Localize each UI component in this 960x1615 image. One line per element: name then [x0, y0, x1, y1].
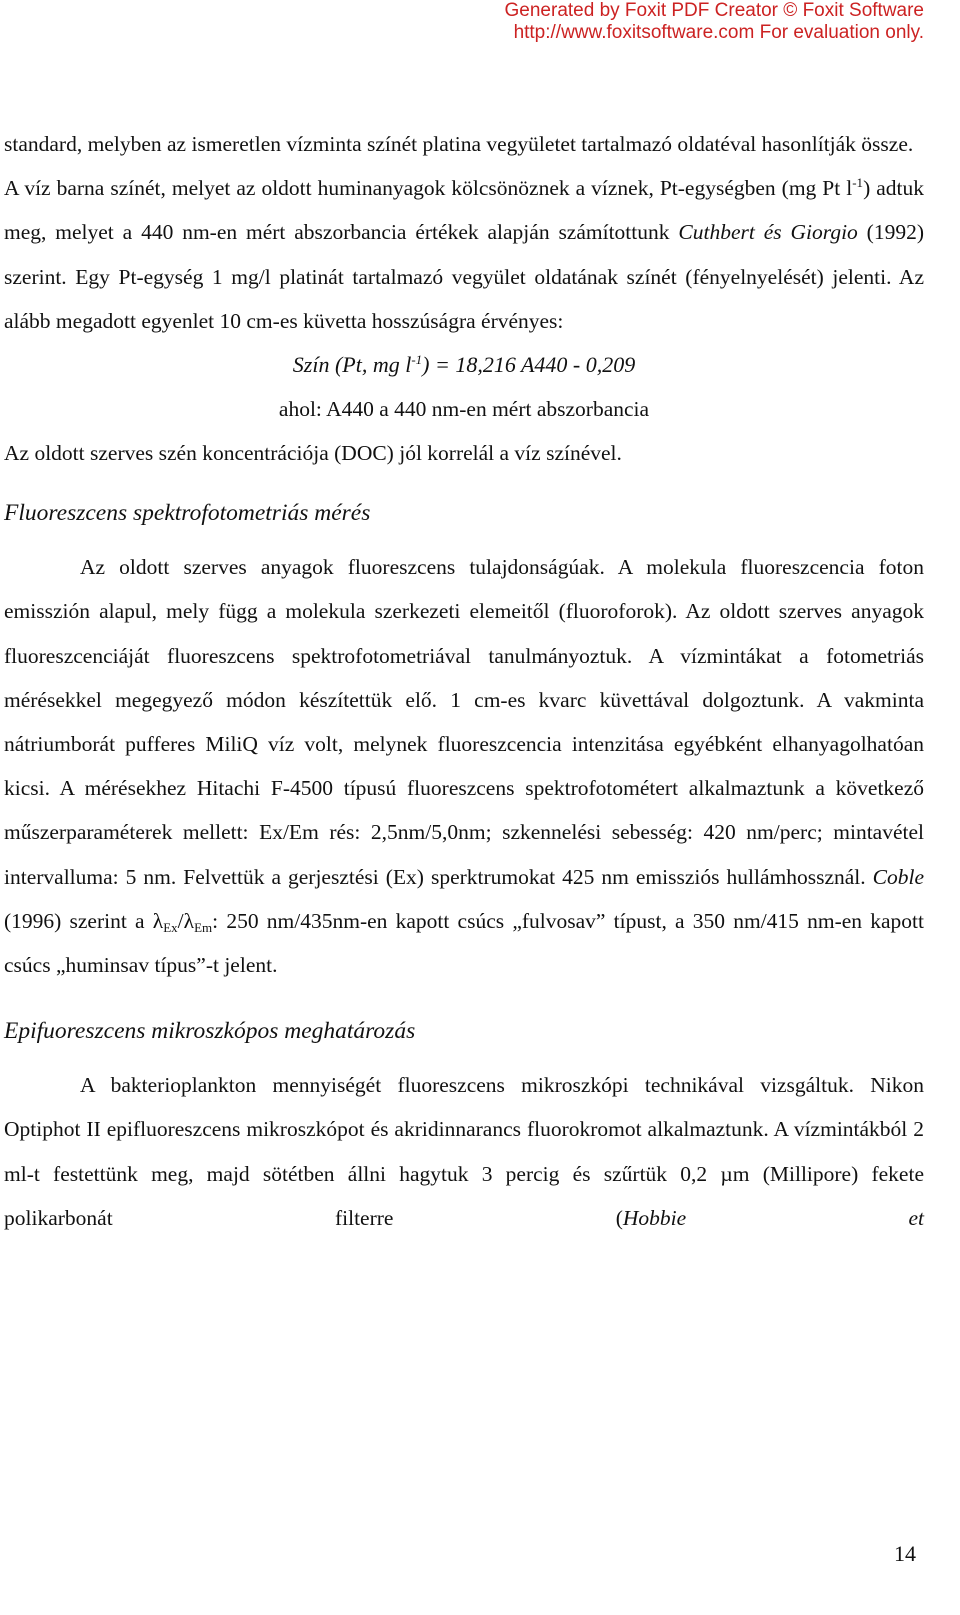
intro-p2-text-b: ) adtuk meg, melyet a 440 nm-en mért abszorbancia értékek alapján számítottunk — [4, 176, 924, 245]
fluo-text-c: : 250 nm/435nm-en kapott csúcs „fulvosav” típust, a 350 nm/415 nm-en kapott csúcs „huminsav típus”-t jelent. — [4, 908, 924, 978]
subscript-ex: Ex — [163, 919, 178, 935]
slash: / — [177, 908, 184, 933]
subscript-em: Em — [194, 919, 213, 935]
citation-coble: Coble — [872, 864, 924, 889]
page-number: 14 — [894, 1541, 916, 1566]
section-heading-epifluorescence: Epifuoreszcens mikroszkópos meghatározás — [4, 1018, 416, 1045]
intro-paragraph-2 — [4, 166, 924, 343]
watermark-line-2: http://www.foxitsoftware.com For evaluation only. — [513, 22, 924, 43]
intro-p2-text-a: A víz barna színét, melyet az oldott huminanyagok kölcsönöznek a víznek, Pt-egységben (mg Pt l — [4, 176, 853, 201]
fluo-text-b: (1996) szerint a — [4, 908, 153, 933]
equation-note: ahol: A440 a 440 nm-en mért abszorbancia — [278, 397, 650, 422]
equation-part-b: ) = 18,216 A440 - 0,209 — [422, 352, 636, 378]
document-body — [4, 122, 924, 1240]
citation-authors: Cuthbert és Giorgio — [678, 220, 858, 245]
watermark-line-1: Generated by Foxit PDF Creator © Foxit Software — [504, 0, 924, 21]
fluorescence-paragraph — [4, 545, 924, 987]
color-equation — [4, 343, 924, 387]
epi-text-a: A bakterioplankton mennyiségét fluoreszcens mikroszkópi technikával vizsgáltuk. Nikon Optiphot II epifluoreszcens mikroszkópot és akridinnarancs fluorokromot alkalmaztunk. A vízmintákból 2 ml-t festettünk meg, majd sötétben állni hagytuk 3 percig és szűrtük 0,2 µm (Millipore) fekete polikarbonát filterre ( — [4, 1073, 924, 1230]
equation-part-a: Szín (Pt, mg l — [292, 352, 412, 378]
intro-paragraph-1 — [4, 122, 924, 166]
unit-exponent: -1 — [852, 175, 864, 191]
fluo-text-a: Az oldott szerves anyagok fluoreszcens tulajdonságúak. A molekula fluoreszcencia foton emisszión alapul, mely függ a molekula szerkezeti elemeitől (fluoroforok). Az oldott szerves anyagok fluoreszcenciáját fluoreszcens spektrofotometriával tanulmányoztuk. A vízmintákat a fotometriás mérésekkel megegyező módon készítettük elő. 1 cm-es kvarc küvettával dolgoztunk. A vakminta nátriumborát pufferes MiliQ víz volt, melynek fluoreszcencia intenzitása egyébként elhanyagolhatóan kicsi. A mérésekhez Hitachi F-4500 típusú fluoreszcens spektrofotométert alkalmaztunk a következő műszerparaméterek mellett: Ex/Em rés: 2,5nm/5,0nm; szkennelési sebesség: 420 nm/perc; mintavétel intervalluma: 5 nm. Felvettük a gerjesztési (Ex) sperktrumokat 425 nm emissziós hullámhossznál. — [4, 555, 924, 889]
citation-hobbie: Hobbie et — [622, 1205, 925, 1230]
lambda-symbol: λ — [183, 908, 195, 933]
intro-p2-text-c: (1992) szerint. Egy Pt-egység 1 mg/l platinát tartalmazó vegyület oldatának színét (fényelnyelését) jelenti. Az alább megadott egyenlet 10 cm-es küvetta hosszúságra érvényes: — [4, 220, 924, 333]
epifluorescence-paragraph — [4, 1063, 924, 1240]
intro-paragraph-1-text: standard, melyben az ismeretlen vízminta színét platina vegyületet tartalmazó oldatéval hasonlítják össze. — [4, 132, 914, 156]
section-heading-fluorescence: Fluoreszcens spektrofotometriás mérés — [4, 500, 371, 527]
intro-paragraph-3: Az oldott szerves szén koncentrációja (DOC) jól korrelál a víz színével. — [4, 441, 622, 466]
evaluation-watermark — [505, 0, 924, 44]
equation-exponent: -1 — [411, 352, 423, 368]
lambda-symbol: λ — [152, 908, 164, 933]
